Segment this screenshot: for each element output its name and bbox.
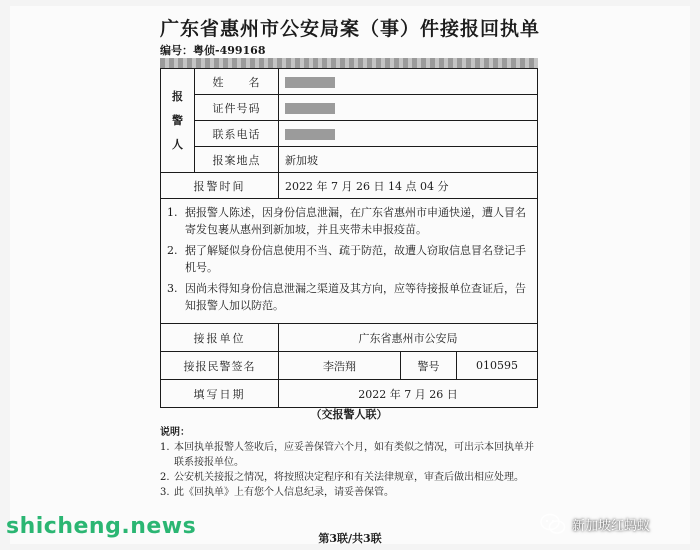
page-footer: 第3联/共3联 [318,532,382,545]
phone-label: 联系电话 [195,121,279,147]
fill-date-value: 2022 年 7 月 26 日 [279,380,538,408]
report-location-label: 报案地点 [195,147,279,173]
badge-number-value: 010595 [457,352,538,380]
report-time-label: 报警时间 [161,173,279,199]
report-location-value: 新加坡 [279,147,538,173]
note-item: 1. 据报警人陈述，因身份信息泄漏，在广东省惠州市申通快递，遭人冒名寄发包裹从惠州到新加坡，并且夹带未申报疫苗。 [167,206,526,236]
name-value [279,69,538,95]
instruction-item: 2. 公安机关接报之情况，将按照决定程序和有关法律规章，审查后做出相应处理。 [160,472,524,483]
reporter-section-label: 报 警 人 [161,69,195,173]
badge-number-label: 警号 [401,352,457,380]
name-label: 姓 名 [195,69,279,95]
instructions [160,425,540,500]
redacted-phone [285,129,335,140]
report-form-table [160,68,538,408]
redacted-strip [160,58,538,68]
instruction-item: 3. 此《回执单》上有您个人信息纪录，请妥善保管。 [160,487,394,498]
document-number: 编号：粤侦-499168 [160,44,266,57]
watermark-right-text: 新加坡红蚂蚁 [572,518,651,534]
watermark-left: shicheng.news [6,514,197,539]
redacted-id-number [285,103,335,114]
copy-label: （交报警人联） [310,408,388,421]
phone-value [279,121,538,147]
redacted-name [285,77,335,88]
note-item: 3. 因尚未得知身份信息泄漏之渠道及其方向，应等待接报单位查证后，告知报警人加以防范。 [167,282,526,312]
note-item: 2. 据了解疑似身份信息使用不当、疏于防范，故遭人窃取信息冒名登记手机号。 [167,244,526,274]
watermark-right [540,513,650,535]
case-notes [161,199,538,324]
receiving-unit-value: 广东省惠州市公安局 [279,324,538,352]
id-number-value [279,95,538,121]
fill-date-label: 填写日期 [161,380,279,408]
report-time-value: 2022 年 7 月 26 日 14 点 04 分 [279,173,538,199]
wechat-icon [540,513,566,535]
instruction-item: 1. 本回执单报警人签收后，应妥善保管六个月，如有类似之情况，可出示本回执单并联系接报单位。 [160,442,534,468]
document-title: 广东省惠州市公安局案（事）件接报回执单 [159,18,540,40]
officer-signature-value: 李浩翔 [279,352,401,380]
instructions-title: 说明： [160,427,190,438]
receiving-unit-label: 接报单位 [161,324,279,352]
id-number-label: 证件号码 [195,95,279,121]
officer-signature-label: 接报民警签名 [161,352,279,380]
